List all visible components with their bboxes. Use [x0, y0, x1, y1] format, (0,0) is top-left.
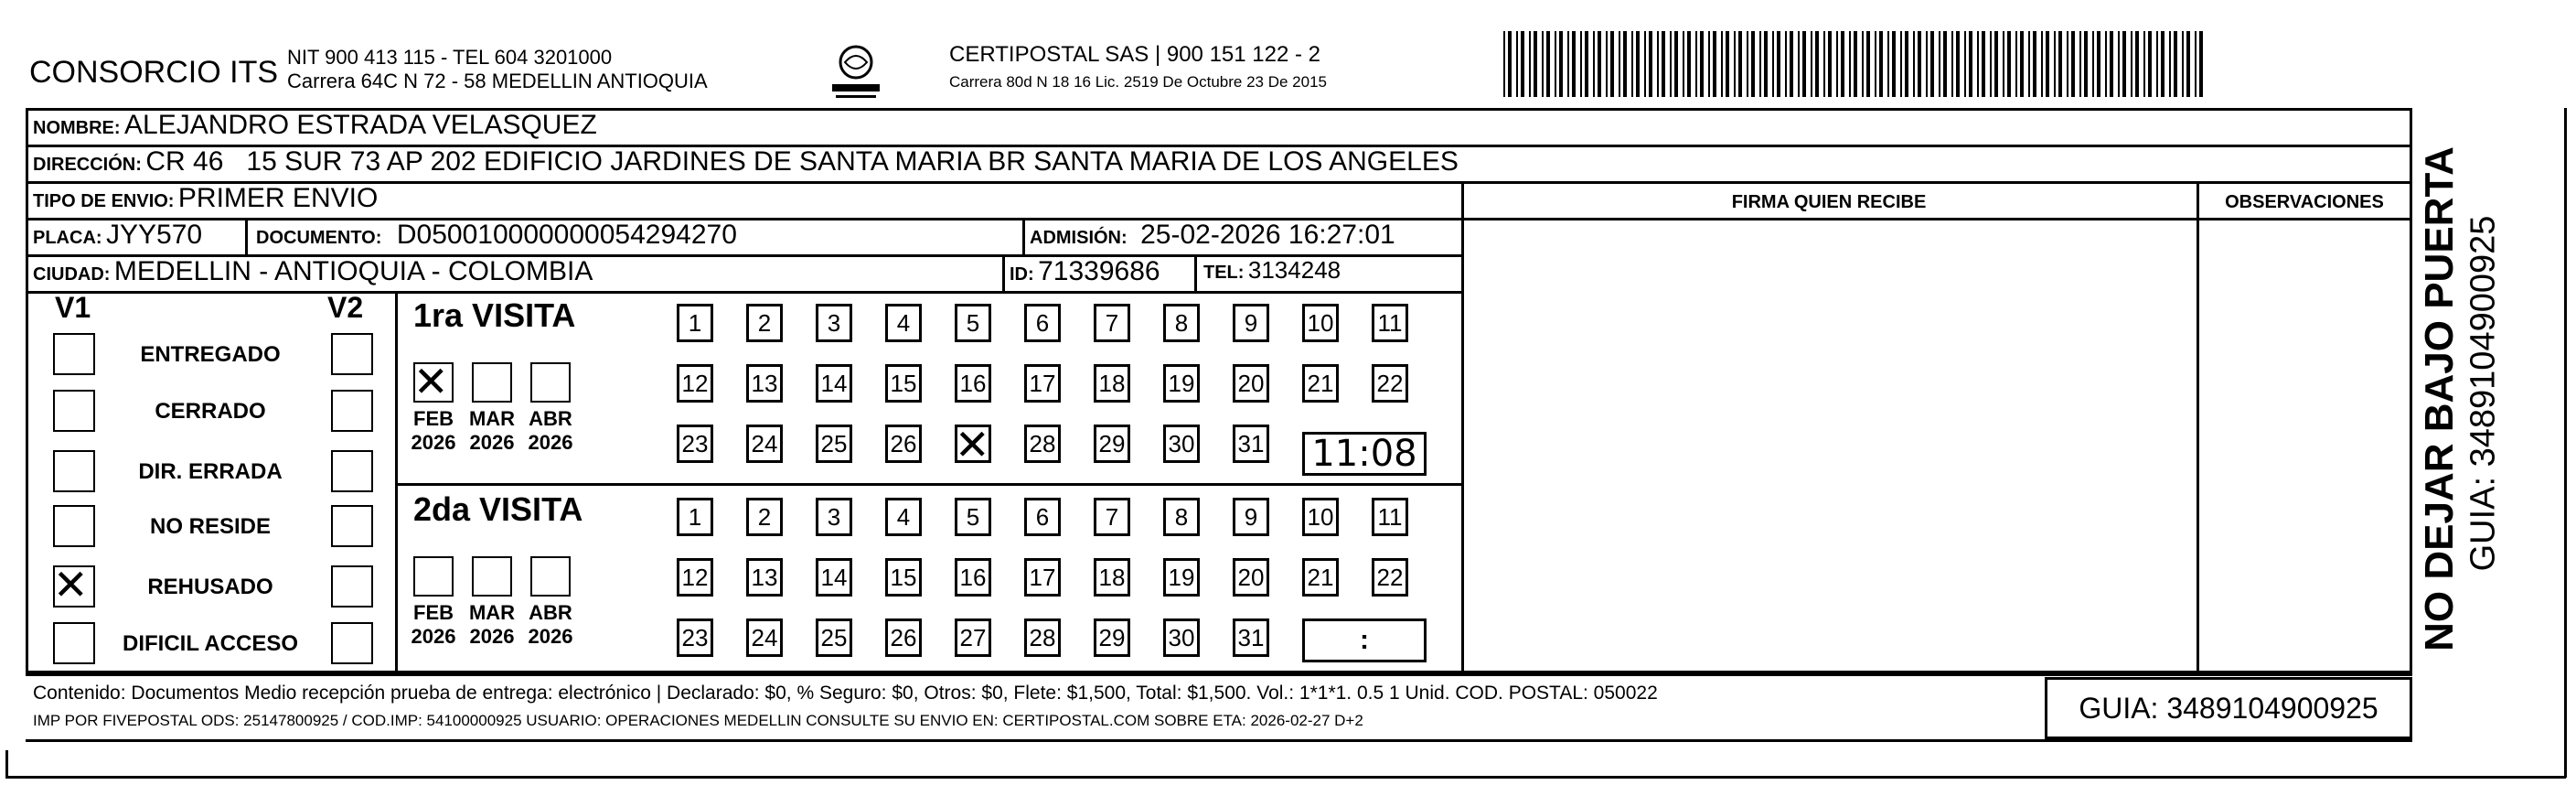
- day-number: 6: [1035, 309, 1050, 337]
- v2-checkbox[interactable]: [331, 622, 373, 664]
- day-number: 19: [1168, 564, 1195, 591]
- month-checkbox[interactable]: [530, 556, 571, 597]
- status-option-label: REHUSADO: [147, 575, 273, 599]
- plate-label: PLACA:: [33, 228, 102, 248]
- day-number: 7: [1105, 503, 1119, 531]
- cell-divider: [1194, 254, 1197, 291]
- id-value: 71339686: [1038, 256, 1160, 286]
- day-box[interactable]: [677, 364, 713, 403]
- month-label: MAR: [468, 601, 516, 624]
- plate-cell: [33, 220, 202, 251]
- day-box[interactable]: [746, 425, 783, 463]
- month-checkbox[interactable]: [413, 556, 454, 597]
- shipment-type: PRIMER ENVIO: [177, 183, 379, 213]
- day-box[interactable]: [1163, 364, 1200, 403]
- tel-value: 3134248: [1247, 256, 1341, 284]
- day-box[interactable]: [816, 364, 852, 403]
- first-visit-time-box[interactable]: [1302, 432, 1427, 476]
- day-number: 15: [890, 564, 917, 591]
- carrier-name: CERTIPOSTAL SAS | 900 151 122 - 2: [949, 42, 1320, 67]
- day-box[interactable]: [1233, 498, 1269, 536]
- tel-cell: [1203, 256, 1341, 285]
- plate-value: JYY570: [106, 220, 203, 250]
- day-number: 29: [1098, 624, 1126, 651]
- day-number: 4: [896, 309, 911, 337]
- day-box[interactable]: [746, 618, 783, 657]
- day-number: 28: [1029, 430, 1056, 457]
- month-label: FEB: [413, 407, 454, 430]
- document-value: D050010000000054294270: [396, 220, 737, 250]
- month-label: FEB: [413, 601, 454, 624]
- day-box[interactable]: [816, 425, 852, 463]
- day-box[interactable]: [1372, 364, 1408, 403]
- id-cell: [1010, 256, 1160, 287]
- side-warning-wrap: [2418, 143, 2462, 655]
- second-visit-time-box[interactable]: [1302, 618, 1427, 662]
- year-label: 2026: [469, 431, 515, 454]
- row-divider: [26, 181, 2412, 184]
- day-box[interactable]: [1233, 425, 1269, 463]
- day-box[interactable]: [885, 364, 922, 403]
- cell-divider: [245, 218, 248, 254]
- tel-label: TEL:: [1203, 263, 1245, 283]
- day-number: 16: [959, 564, 987, 591]
- month-label: ABR: [529, 601, 572, 624]
- company-nit: NIT 900 413 115 - TEL 604 3201000: [287, 46, 613, 69]
- month-checkbox[interactable]: [472, 362, 512, 403]
- day-box[interactable]: [677, 425, 713, 463]
- status-option-label: NO RESIDE: [149, 514, 272, 539]
- footer-imp: IMP POR FIVEPOSTAL ODS: 25147800925 / COD.IMP: 54100000925 USUARIO: OPERACIONES MEDELLIN CONSULTE SU ENVIO EN: CERTIPOSTAL.COM SOBRE ETA: 2026-02-27 D+2: [33, 712, 1363, 729]
- company-address: Carrera 64C N 72 - 58 MEDELLIN ANTIOQUIA: [287, 70, 708, 92]
- day-number: 26: [890, 624, 917, 651]
- day-box[interactable]: [677, 304, 713, 342]
- day-box[interactable]: [1094, 498, 1130, 536]
- day-box[interactable]: [1233, 364, 1269, 403]
- day-number: 16: [959, 370, 987, 397]
- day-number: 25: [820, 430, 848, 457]
- page-bottom-edge: [5, 776, 2566, 779]
- day-number: 20: [1237, 370, 1265, 397]
- carrier-license: Carrera 80d N 18 16 Lic. 2519 De Octubre 23 De 2015: [949, 73, 1327, 91]
- side-warning: NO DEJAR BAJO PUERTA: [2417, 146, 2462, 651]
- day-number: 19: [1168, 370, 1195, 397]
- v2-checkbox[interactable]: [331, 505, 373, 547]
- day-box[interactable]: [1094, 558, 1130, 597]
- year-label: 2026: [528, 431, 573, 454]
- day-number: 31: [1237, 624, 1265, 651]
- day-number: 26: [890, 430, 917, 457]
- year-label: 2026: [528, 625, 573, 648]
- day-box[interactable]: [816, 304, 852, 342]
- day-number: 5: [966, 503, 980, 531]
- row-divider: [26, 291, 1461, 294]
- day-number: 15: [890, 370, 917, 397]
- cell-divider: [1002, 254, 1005, 291]
- day-number: 11: [1377, 309, 1403, 337]
- v2-label: V2: [327, 291, 364, 324]
- day-number: 27: [959, 624, 987, 651]
- first-visit-time: 11:08: [1311, 433, 1417, 475]
- v1-checkbox[interactable]: [53, 390, 95, 432]
- certipostal-logo: [828, 42, 883, 101]
- day-number: 23: [681, 430, 709, 457]
- day-number: 7: [1105, 309, 1119, 337]
- v2-checkbox[interactable]: [331, 390, 373, 432]
- day-number: 8: [1174, 503, 1189, 531]
- v1-checkbox[interactable]: [53, 622, 95, 664]
- year-label: 2026: [411, 431, 456, 454]
- address-label: DIRECCIÓN:: [33, 155, 142, 175]
- side-guia-wrap: [2464, 165, 2504, 622]
- day-box[interactable]: [885, 304, 922, 342]
- row-divider: [26, 673, 2412, 676]
- day-number: 21: [1307, 564, 1334, 591]
- cell-divider: [1022, 218, 1025, 254]
- day-box[interactable]: [746, 364, 783, 403]
- day-number: 10: [1307, 309, 1334, 337]
- day-box[interactable]: [1094, 425, 1130, 463]
- day-box[interactable]: [885, 558, 922, 597]
- day-box[interactable]: [1372, 498, 1408, 536]
- name-row: [33, 110, 597, 141]
- day-box[interactable]: [1024, 558, 1061, 597]
- day-box[interactable]: [1163, 618, 1200, 657]
- month-checkbox[interactable]: [472, 556, 512, 597]
- day-box[interactable]: [1233, 558, 1269, 597]
- day-number: 6: [1035, 503, 1050, 531]
- day-box[interactable]: [885, 618, 922, 657]
- day-box[interactable]: [885, 498, 922, 536]
- day-number: 22: [1376, 370, 1404, 397]
- day-number: 20: [1237, 564, 1265, 591]
- day-number: 5: [966, 309, 980, 337]
- day-box[interactable]: [677, 498, 713, 536]
- document-label: DOCUMENTO:: [256, 228, 382, 248]
- day-box[interactable]: [1302, 304, 1339, 342]
- month-label: MAR: [468, 407, 516, 430]
- id-label: ID:: [1010, 264, 1034, 285]
- day-number: 9: [1244, 309, 1258, 337]
- page-left-edge: [5, 750, 8, 778]
- barcode: [1502, 31, 2207, 97]
- v1-checkbox[interactable]: [53, 333, 95, 375]
- day-box[interactable]: [955, 420, 991, 469]
- day-box[interactable]: [1163, 304, 1200, 342]
- day-box[interactable]: [1302, 498, 1339, 536]
- footer-guia: GUIA: 3489104900925: [2079, 692, 2378, 725]
- city-label: CIUDAD:: [33, 264, 111, 285]
- day-number: 17: [1029, 564, 1056, 591]
- day-box[interactable]: [746, 558, 783, 597]
- admission-value: 25-02-2026 16:27:01: [1140, 220, 1395, 250]
- type-label: TIPO DE ENVIO:: [33, 191, 175, 211]
- day-number: 2: [757, 309, 772, 337]
- side-guia: GUIA: 3489104900925: [2464, 215, 2503, 572]
- v1-checkbox[interactable]: [53, 560, 95, 609]
- footer-guia-box: [2045, 677, 2412, 739]
- visits-divider: [395, 291, 398, 673]
- sig-left-divider: [1461, 181, 1464, 673]
- day-number: 14: [820, 564, 848, 591]
- month-checkbox[interactable]: [413, 357, 454, 406]
- day-number: 1: [688, 503, 702, 531]
- day-number: 3: [827, 503, 841, 531]
- first-visit-title: 1ra VISITA: [413, 296, 576, 334]
- month-label: ABR: [529, 407, 572, 430]
- day-number: 13: [751, 370, 778, 397]
- day-box[interactable]: [955, 558, 991, 597]
- obs-divider: [2197, 181, 2199, 673]
- day-box[interactable]: [955, 498, 991, 536]
- type-row: [33, 183, 378, 214]
- day-number: 22: [1376, 564, 1404, 591]
- day-box[interactable]: [816, 498, 852, 536]
- day-box[interactable]: [1302, 364, 1339, 403]
- status-option-label: CERRADO: [155, 399, 266, 424]
- day-box[interactable]: [1233, 618, 1269, 657]
- day-box[interactable]: [816, 618, 852, 657]
- day-box[interactable]: [1302, 558, 1339, 597]
- v1-label: V1: [55, 291, 91, 324]
- day-number: 21: [1307, 370, 1334, 397]
- day-box[interactable]: [1163, 558, 1200, 597]
- day-box[interactable]: [1024, 364, 1061, 403]
- address-row: [33, 146, 1459, 177]
- v2-checkbox[interactable]: [331, 333, 373, 375]
- year-label: 2026: [469, 625, 515, 648]
- day-box[interactable]: [885, 425, 922, 463]
- day-number: 10: [1307, 503, 1334, 531]
- day-number: 2: [757, 503, 772, 531]
- recipient-name: ALEJANDRO ESTRADA VELASQUEZ: [124, 110, 597, 140]
- day-box[interactable]: [1163, 498, 1200, 536]
- x-mark-icon: ✕: [955, 420, 990, 469]
- day-number: 1: [688, 309, 702, 337]
- day-number: 12: [681, 564, 709, 591]
- day-number: 30: [1168, 624, 1195, 651]
- row-divider: [1461, 218, 2412, 220]
- day-box[interactable]: [816, 558, 852, 597]
- day-number: 25: [820, 624, 848, 651]
- name-label: NOMBRE:: [33, 118, 121, 138]
- day-box[interactable]: [955, 618, 991, 657]
- company-name: CONSORCIO ITS: [29, 55, 279, 90]
- admission-label: ADMISIÓN:: [1030, 228, 1128, 248]
- day-box[interactable]: [1094, 618, 1130, 657]
- day-number: 18: [1098, 370, 1126, 397]
- v1-checkbox[interactable]: [53, 505, 95, 547]
- day-number: 3: [827, 309, 841, 337]
- day-box[interactable]: [1024, 425, 1061, 463]
- page-right-edge: [2564, 108, 2567, 778]
- status-option-label: DIR. ERRADA: [138, 459, 283, 484]
- day-box[interactable]: [955, 364, 991, 403]
- day-box[interactable]: [1372, 558, 1408, 597]
- day-number: 4: [896, 503, 911, 531]
- day-number: 30: [1168, 430, 1195, 457]
- second-visit-time: :: [1360, 625, 1369, 655]
- city-value: MEDELLIN - ANTIOQUIA - COLOMBIA: [113, 256, 593, 286]
- second-visit-title: 2da VISITA: [413, 490, 583, 528]
- observations-label: OBSERVACIONES: [2225, 192, 2384, 212]
- day-box[interactable]: [1024, 304, 1061, 342]
- day-number: 12: [681, 370, 709, 397]
- day-number: 23: [681, 624, 709, 651]
- status-option-label: ENTREGADO: [140, 342, 281, 367]
- day-box[interactable]: [1094, 364, 1130, 403]
- day-number: 31: [1237, 430, 1265, 457]
- day-box[interactable]: [1163, 425, 1200, 463]
- day-box[interactable]: [746, 498, 783, 536]
- month-checkbox[interactable]: [530, 362, 571, 403]
- v2-checkbox[interactable]: [331, 565, 373, 608]
- day-box[interactable]: [1233, 304, 1269, 342]
- v2-checkbox[interactable]: [331, 450, 373, 492]
- day-number: 24: [751, 624, 778, 651]
- city-cell: [33, 256, 593, 287]
- admission-cell: [1030, 220, 1395, 251]
- day-number: 8: [1174, 309, 1189, 337]
- x-mark-icon: ✕: [53, 560, 89, 609]
- day-number: 24: [751, 430, 778, 457]
- signature-label: FIRMA QUIEN RECIBE: [1731, 192, 1927, 212]
- day-number: 11: [1377, 503, 1403, 531]
- day-box[interactable]: [1024, 498, 1061, 536]
- x-mark-icon: ✕: [413, 357, 449, 406]
- recipient-address: CR 46 15 SUR 73 AP 202 EDIFICIO JARDINES DE SANTA MARIA BR SANTA MARIA DE LOS ANGELES: [145, 146, 1459, 177]
- day-number: 13: [751, 564, 778, 591]
- day-number: 14: [820, 370, 848, 397]
- v1-checkbox[interactable]: [53, 450, 95, 492]
- day-box[interactable]: [677, 618, 713, 657]
- day-box[interactable]: [1094, 304, 1130, 342]
- day-box[interactable]: [955, 304, 991, 342]
- day-number: 29: [1098, 430, 1126, 457]
- day-box[interactable]: [677, 558, 713, 597]
- day-number: 17: [1029, 370, 1056, 397]
- footer-bottom-line: [26, 739, 2412, 742]
- day-number: 18: [1098, 564, 1126, 591]
- day-box[interactable]: [1024, 618, 1061, 657]
- year-label: 2026: [411, 625, 456, 648]
- footer-content: Contenido: Documentos Medio recepción prueba de entrega: electrónico | Declarado: $0, % Seguro: $0, Otros: $0, Flete: $1,500, Total: $1,500. Vol.: 1*1*1. 0.5 1 Unid. COD. POSTAL: 050022: [33, 683, 1658, 704]
- visit-row-divider: [395, 483, 1461, 486]
- day-box[interactable]: [746, 304, 783, 342]
- status-option-label: DIFICIL ACCESO: [122, 631, 298, 656]
- document-cell: [256, 220, 737, 251]
- day-number: 9: [1244, 503, 1258, 531]
- day-number: 28: [1029, 624, 1056, 651]
- day-box[interactable]: [1372, 304, 1408, 342]
